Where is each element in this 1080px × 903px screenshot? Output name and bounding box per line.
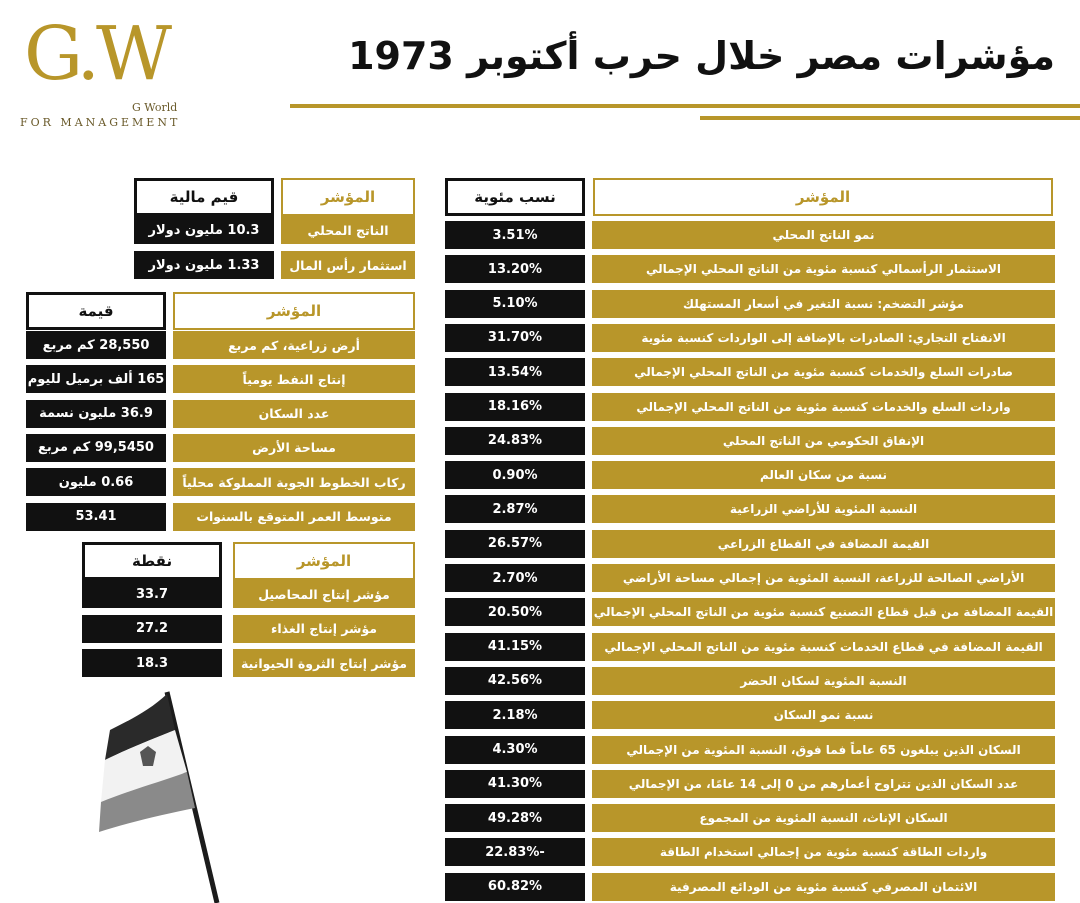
indicator-cell: النسبة المئوية لسكان الحضر — [592, 667, 1055, 695]
indicator-cell: مساحة الأرض — [173, 434, 415, 462]
value-cell: 18.16% — [445, 393, 585, 421]
indicator-cell: متوسط العمر المتوقع بالسنوات — [173, 503, 415, 531]
header-money: قيم مالية — [134, 178, 274, 216]
indicator-cell: القيمة المضافة في قطاع الخدمات كنسبة مئوية من الناتج المحلي الإجمالي — [592, 633, 1055, 661]
indicator-cell: نسبة من سكان العالم — [592, 461, 1055, 489]
value-cell: 42.56% — [445, 667, 585, 695]
value-cell: 24.83% — [445, 427, 585, 455]
header-points: نقطة — [82, 542, 222, 580]
value-cell: 3.51% — [445, 221, 585, 249]
logo-subtitle: G World — [132, 101, 178, 114]
value-cell: 53.41 — [26, 503, 166, 531]
indicator-cell: مؤشر إنتاج الغذاء — [233, 615, 415, 643]
logo-tagline: FOR MANAGEMENT — [20, 116, 181, 129]
value-cell: 41.30% — [445, 770, 585, 798]
indicator-cell: الأراضي الصالحة للزراعة، النسبة المئوية من إجمالي مساحة الأراضي — [592, 564, 1055, 592]
value-cell: 27.2 — [82, 615, 222, 643]
indicator-cell: السكان الإناث، النسبة المئوية من المجموع — [592, 804, 1055, 832]
value-cell: 2.87% — [445, 495, 585, 523]
indicator-cell: استثمار رأس المال — [281, 251, 415, 279]
header-indicator: المؤشر — [173, 292, 415, 330]
indicator-cell: صادرات السلع والخدمات كنسبة مئوية من الناتج المحلي الإجمالي — [592, 358, 1055, 386]
value-cell: 49.28% — [445, 804, 585, 832]
indicator-cell: مؤشر التضخم: نسبة التغير في أسعار المستهلك — [592, 290, 1055, 318]
indicator-cell: القيمة المضافة من قبل قطاع التصنيع كنسبة مئوية من الناتج المحلي الإجمالي — [592, 598, 1055, 626]
indicator-cell: نمو الناتج المحلي — [592, 221, 1055, 249]
value-cell: 60.82% — [445, 873, 585, 901]
indicator-cell: الانفتاح التجاري: الصادرات بالإضافة إلى الواردات كنسبة مئوية — [592, 324, 1055, 352]
indicator-cell: مؤشر إنتاج الثروة الحيوانية — [233, 649, 415, 677]
indicator-cell: عدد السكان — [173, 400, 415, 428]
value-cell: 2.18% — [445, 701, 585, 729]
value-cell: 33.7 — [82, 580, 222, 608]
indicator-cell: الاستثمار الرأسمالي كنسبة مئوية من الناتج المحلي الإجمالي — [592, 255, 1055, 283]
indicator-cell: النسبة المئوية للأراضي الزراعية — [592, 495, 1055, 523]
indicator-cell: نسبة نمو السكان — [592, 701, 1055, 729]
value-cell: 4.30% — [445, 736, 585, 764]
value-cell: 5.10% — [445, 290, 585, 318]
indicator-cell: واردات السلع والخدمات كنسبة مئوية من الناتج المحلي الإجمالي — [592, 393, 1055, 421]
company-logo — [20, 8, 195, 133]
indicator-cell: إنتاج النفط يومياً — [173, 365, 415, 393]
indicator-cell: ركاب الخطوط الجوية المملوكة محلياً — [173, 468, 415, 496]
value-cell: 1.33 مليون دولار — [134, 251, 274, 279]
indicator-cell: واردات الطاقة كنسبة مئوية من إجمالي استخدام الطاقة — [592, 838, 1055, 866]
value-cell: 13.54% — [445, 358, 585, 386]
indicator-cell: أرض زراعية، كم مربع — [173, 331, 415, 359]
title-underline-bottom — [700, 116, 1080, 120]
value-cell: -22.83% — [445, 838, 585, 866]
indicator-cell: القيمة المضافة في القطاع الزراعي — [592, 530, 1055, 558]
indicator-cell: الإنفاق الحكومي من الناتج المحلي — [592, 427, 1055, 455]
egypt-flag-image — [95, 690, 230, 903]
header-value: قيمة — [26, 292, 166, 330]
value-cell: 28,550 كم مربع — [26, 331, 166, 359]
page-title: مؤشرات مصر خلال حرب أكتوبر 1973 — [348, 34, 1055, 78]
value-cell: 41.15% — [445, 633, 585, 661]
header-indicator: المؤشر — [593, 178, 1053, 216]
value-cell: 13.20% — [445, 255, 585, 283]
header-indicator: المؤشر — [233, 542, 415, 580]
value-cell: 36.9 مليون نسمة — [26, 400, 166, 428]
indicator-cell: الائتمان المصرفي كنسبة مئوية من الودائع المصرفية — [592, 873, 1055, 901]
value-cell: 0.90% — [445, 461, 585, 489]
value-cell: 18.3 — [82, 649, 222, 677]
value-cell: 10.3 مليون دولار — [134, 216, 274, 244]
title-underline-top — [290, 104, 1080, 108]
value-cell: 165 ألف برميل لليوم — [26, 365, 166, 393]
indicator-cell: مؤشر إنتاج المحاصيل — [233, 580, 415, 608]
value-cell: 20.50% — [445, 598, 585, 626]
value-cell: 26.57% — [445, 530, 585, 558]
logo-monogram: G.W — [24, 11, 169, 97]
header-percentage: نسب مئوية — [445, 178, 585, 216]
header-indicator: المؤشر — [281, 178, 415, 216]
indicator-cell: السكان الذين يبلغون 65 عاماً فما فوق، النسبة المئوية من الإجمالي — [592, 736, 1055, 764]
value-cell: 2.70% — [445, 564, 585, 592]
value-cell: 31.70% — [445, 324, 585, 352]
value-cell: 99,5450 كم مربع — [26, 434, 166, 462]
indicator-cell: عدد السكان الذين تتراوح أعمارهم من 0 إلى 14 عامًا، من الإجمالي — [592, 770, 1055, 798]
indicator-cell: الناتج المحلي — [281, 216, 415, 244]
value-cell: 0.66 مليون — [26, 468, 166, 496]
